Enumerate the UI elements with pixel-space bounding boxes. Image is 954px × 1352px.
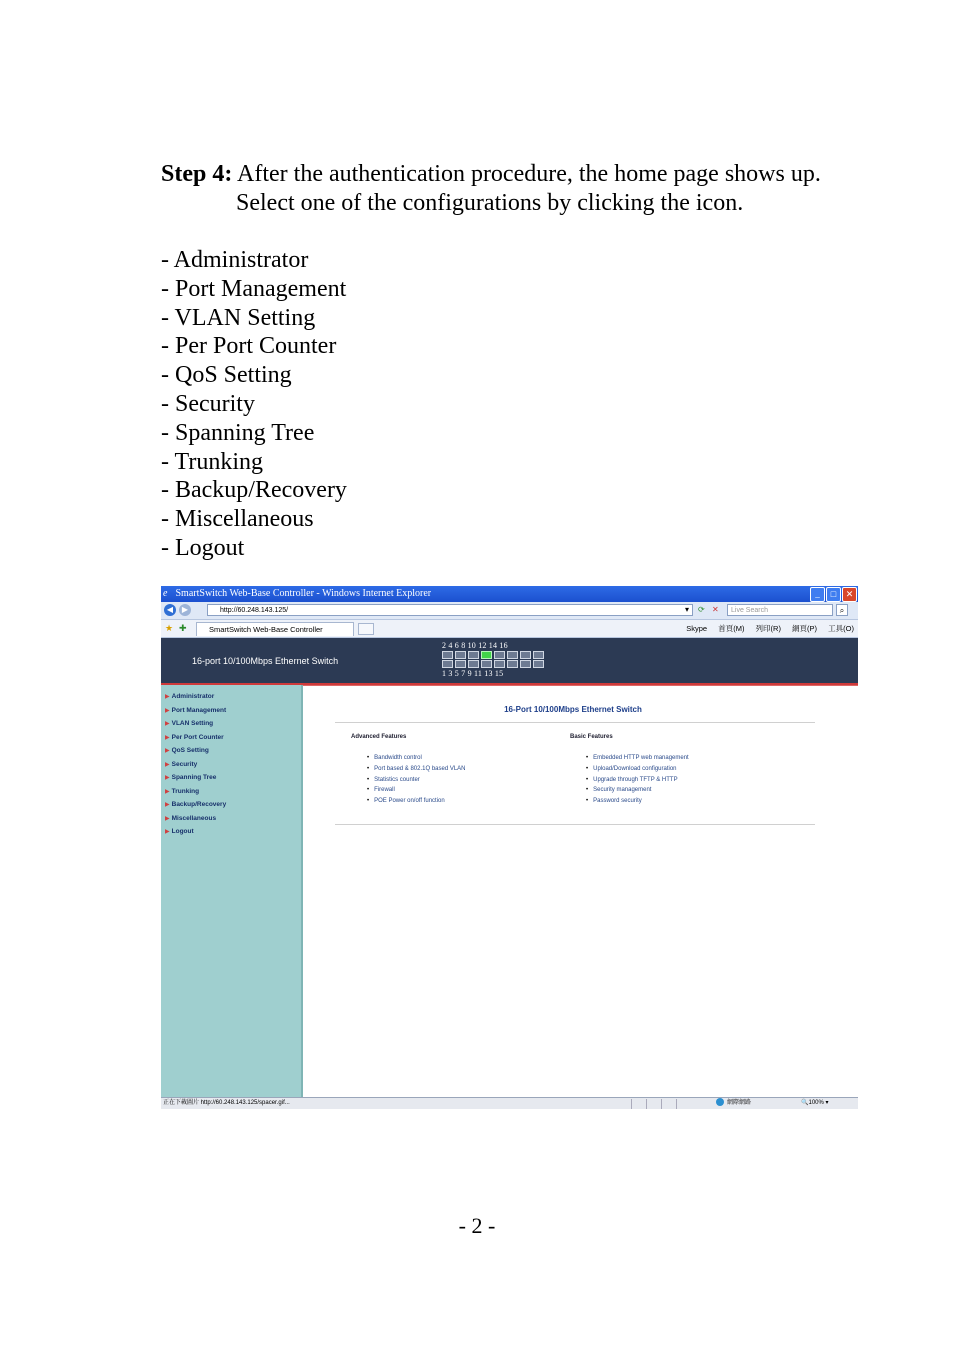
- port-6-led[interactable]: [468, 651, 479, 659]
- list-item: • Embedded HTTP web management: [586, 753, 689, 764]
- list-item: - QoS Setting: [161, 362, 292, 389]
- list-item: • Password security: [586, 796, 689, 807]
- divider: [335, 824, 815, 825]
- add-favorite-icon[interactable]: ✚: [179, 623, 187, 633]
- arrow-icon: ▶: [165, 734, 170, 741]
- zoom-level[interactable]: 🔍100% ▾: [801, 1100, 829, 1106]
- list-item: • Upgrade through TFTP & HTTP: [586, 775, 689, 786]
- close-button[interactable]: ✕: [842, 587, 857, 602]
- arrow-icon: ▶: [165, 815, 170, 822]
- port-15-led[interactable]: [533, 660, 544, 668]
- list-item: - Logout: [161, 534, 245, 561]
- url-input[interactable]: http://60.248.143.125/: [207, 604, 693, 616]
- step-line-1: After the authentication procedure, the home page shows up.: [237, 161, 821, 187]
- port-8-led[interactable]: [481, 651, 492, 659]
- arrow-icon: ▶: [165, 721, 170, 727]
- port-7-led[interactable]: [481, 660, 492, 668]
- list-item: - Security: [161, 390, 255, 417]
- maximize-button[interactable]: □: [826, 587, 841, 602]
- port-2-led[interactable]: [442, 651, 453, 659]
- arrow-icon: ▶: [165, 761, 170, 768]
- port-12-led[interactable]: [507, 651, 518, 659]
- port-4-led[interactable]: [455, 651, 466, 659]
- status-text: 正在下載圖片 http://60.248.143.125/spacer.gif...: [163, 1100, 290, 1106]
- list-item: - Backup/Recovery: [161, 477, 347, 504]
- stop-icon[interactable]: ✕: [712, 605, 719, 614]
- port-panel: [442, 641, 546, 678]
- list-item: • Upload/Download configuration: [586, 764, 689, 775]
- step-instruction: [161, 160, 881, 218]
- step-label: Step 4:: [161, 161, 233, 187]
- tab-smartswitch[interactable]: SmartSwitch Web-Base Controller: [196, 622, 354, 636]
- list-item: • Firewall: [367, 785, 466, 796]
- advanced-features-list: [367, 753, 466, 807]
- arrow-icon: ▶: [165, 694, 170, 700]
- sidebar-item-logout[interactable]: ▶ Logout: [165, 828, 194, 835]
- port-3-led[interactable]: [455, 660, 466, 668]
- page-number: - 2 -: [458, 1213, 496, 1238]
- sidebar-item-spanning-tree[interactable]: ▶ Spanning Tree: [165, 774, 217, 781]
- banner-title: 16-port 10/100Mbps Ethernet Switch: [192, 656, 339, 666]
- sidebar-item-security[interactable]: ▶ Security: [165, 760, 198, 768]
- list-item: - Miscellaneous: [161, 506, 314, 533]
- home-button[interactable]: 首頁(M): [718, 624, 745, 633]
- skype-button[interactable]: Skype: [686, 624, 708, 633]
- refresh-icon[interactable]: ⟳: [698, 605, 705, 614]
- arrow-icon: ▶: [165, 707, 170, 714]
- list-item: - Port Management: [161, 275, 347, 302]
- port-numbers-odd: 1 3 5 7 9 11 13 15: [442, 669, 504, 678]
- new-tab-button[interactable]: [358, 623, 374, 635]
- port-16-led[interactable]: [533, 651, 544, 659]
- switch-banner: [161, 638, 858, 685]
- favorites-star-icon[interactable]: ★: [165, 623, 174, 633]
- list-item: • Statistics counter: [367, 775, 466, 786]
- sidebar-item-miscellaneous[interactable]: ▶ Miscellaneous: [165, 814, 217, 822]
- address-bar: [161, 602, 858, 620]
- port-14-led[interactable]: [520, 651, 531, 659]
- list-item: - Spanning Tree: [161, 419, 315, 446]
- sidebar-item-per-port-counter[interactable]: ▶ Per Port Counter: [165, 733, 224, 741]
- port-5-led[interactable]: [468, 660, 479, 668]
- sidebar-item-trunking[interactable]: ▶ Trunking: [165, 787, 200, 795]
- back-icon[interactable]: ◀: [164, 604, 176, 616]
- window-title: SmartSwitch Web-Base Controller - Windows Internet Explorer: [175, 588, 432, 599]
- search-input[interactable]: Live Search: [727, 604, 833, 616]
- port-numbers-even: 2 4 6 8 10 12 14 16: [442, 641, 508, 650]
- list-item: • Port based & 802.1Q based VLAN: [367, 764, 466, 775]
- minimize-button[interactable]: _: [810, 587, 825, 602]
- basic-features-list: [586, 753, 689, 807]
- port-10-led[interactable]: [494, 651, 505, 659]
- list-item: • Security management: [586, 785, 689, 796]
- arrow-icon: ▶: [165, 748, 170, 754]
- forward-icon[interactable]: ▶: [179, 604, 191, 616]
- arrow-icon: ▶: [165, 788, 170, 795]
- window-titlebar: [161, 586, 858, 602]
- search-icon[interactable]: ⌕: [836, 604, 848, 616]
- globe-icon: [716, 1098, 724, 1106]
- divider: [335, 722, 815, 723]
- list-item: - Trunking: [161, 448, 264, 475]
- command-bar: [677, 623, 854, 635]
- sidebar-item-port-management[interactable]: ▶ Port Management: [165, 706, 227, 714]
- list-item: - VLAN Setting: [161, 304, 316, 331]
- dropdown-icon[interactable]: ▾: [685, 605, 690, 614]
- arrow-icon: ▶: [165, 829, 170, 835]
- main-content: [303, 685, 858, 1098]
- sidebar-item-backup-recovery[interactable]: ▶ Backup/Recovery: [165, 801, 227, 808]
- configuration-list: [161, 246, 347, 563]
- port-11-led[interactable]: [507, 660, 518, 668]
- basic-features-heading: Basic Features: [570, 734, 613, 740]
- port-9-led[interactable]: [494, 660, 505, 668]
- page-menu-button[interactable]: 網頁(P): [792, 624, 818, 633]
- sidebar-item-vlan-setting[interactable]: ▶ VLAN Setting: [165, 720, 214, 727]
- list-item: - Per Port Counter: [161, 333, 337, 360]
- status-bar: [161, 1097, 858, 1109]
- arrow-icon: ▶: [165, 775, 170, 781]
- step-line-2: Select one of the configurations by clicking the icon.: [236, 190, 744, 216]
- browser-screenshot: [161, 586, 858, 1109]
- security-zone: 網際網路: [716, 1098, 751, 1109]
- tools-menu-button[interactable]: 工具(O): [828, 624, 854, 633]
- arrow-icon: ▶: [165, 802, 170, 808]
- port-1-led[interactable]: [442, 660, 453, 668]
- print-button[interactable]: 列印(R): [755, 624, 781, 633]
- content-title: 16-Port 10/100Mbps Ethernet Switch: [504, 705, 642, 714]
- port-13-led[interactable]: [520, 660, 531, 668]
- list-item: - Administrator: [161, 247, 309, 273]
- sidebar-item-administrator[interactable]: ▶ Administrator: [165, 693, 215, 700]
- sidebar-item-qos-setting[interactable]: ▶ QoS Setting: [165, 747, 209, 754]
- tab-bar: [161, 620, 858, 638]
- ie-icon: e: [163, 588, 168, 599]
- advanced-features-heading: Advanced Features: [351, 734, 407, 740]
- list-item: • POE Power on/off function: [367, 796, 466, 807]
- list-item: • Bandwidth control: [367, 753, 466, 764]
- sidebar-menu: [161, 685, 303, 1097]
